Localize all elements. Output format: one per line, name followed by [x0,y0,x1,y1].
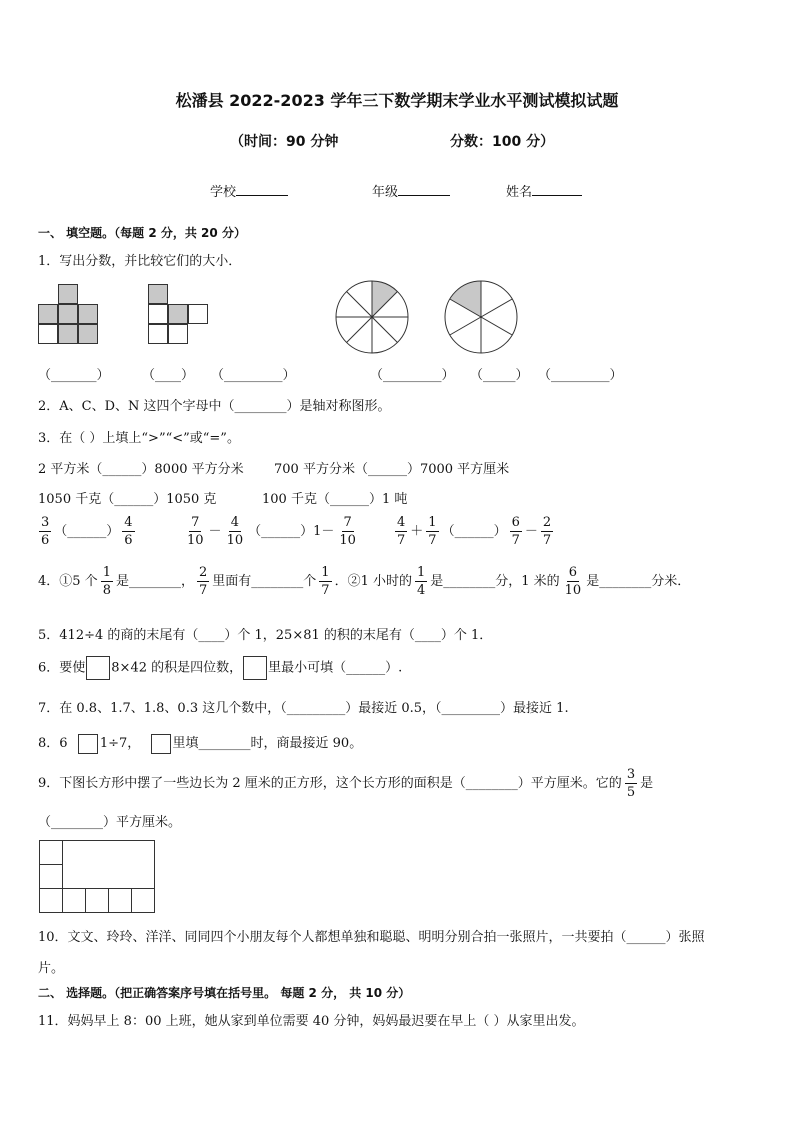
question-10-line-2: 片。 [38,961,65,976]
answer-blank-1[interactable]: （_______） [38,368,110,383]
question-1: 1．写出分数，并比较它们的大小． [38,254,242,269]
rectangle-figure [39,840,157,915]
question-3: 3．在（ ）上填上“>”“<”或“=”。 [38,431,240,446]
exam-time: （时间：90 分钟 [230,134,339,150]
compare-blank[interactable]: （______） [441,524,507,539]
fraction-compare-3: $\frac{4}{7}$ ＋ $\frac{1}{7}$ （______） $\frac{6}{7}$ － $\frac{2}{7}$ [397,515,552,548]
grid-figure-1 [38,284,100,346]
fraction: $\frac{4}{10}$ [226,515,244,548]
digit-box[interactable] [243,656,267,680]
digit-box[interactable] [78,734,98,754]
circle-figure-1 [334,279,410,355]
fraction: $\frac{1}{7}$ [428,515,437,548]
fraction: $\frac{3}{6}$ [41,515,50,548]
school-field[interactable] [210,181,288,200]
name-label: 姓名 [506,185,533,200]
question-6: 6．要使 8×42 的积是四位数， 里最小可填（______）. [38,656,402,680]
page-title: 松潘县 2022-2023 学年三下数学期末学业水平测试模拟试题 [175,91,619,110]
fraction: $\frac{1}{8}$ [102,565,111,598]
fraction-compare-2: $\frac{7}{10}$ － $\frac{4}{10}$ （______）1－ $\frac{7}{10}$ [187,515,356,548]
fraction: $\frac{7}{10}$ [187,515,204,548]
grade-label: 年级 [372,185,399,200]
question-4: 4．①5 个 $\frac{1}{8}$ 是________， $\frac{2}{7}$ 里面有________个 $\frac{1}{7}$ ．②1 小时的 $\frac{1}{4}$ 是________分，1 米的 $\frac{6}{10}$ 是________分米． [38,565,691,598]
compare-blank[interactable]: （______） [248,524,314,539]
section-1-heading: 一、 填空题。（每题 2 分，共 20 分） [38,226,246,240]
answer-blank-6[interactable]: （_________） [538,368,623,383]
section-2-heading: 二、 选择题。（把正确答案序号填在括号里。 每题 2 分， 共 10 分） [38,986,411,1000]
question-8: 8．6 1÷7， 里填________时，商最接近 90。 [38,732,362,754]
question-2: 2．A、C、D、N 这四个字母中（________）是轴对称图形。 [38,399,391,414]
answer-blank-4[interactable]: （_________） [370,368,455,383]
digit-box[interactable] [151,734,171,754]
exam-score: 分数：100 分） [450,134,555,150]
fraction: $\frac{1}{4}$ [416,565,426,598]
compare-mass-1: 1050 千克（______）1050 克 [38,492,217,507]
answer-blank-2[interactable]: （____） [142,368,195,383]
fraction: $\frac{2}{7}$ [198,565,208,598]
fraction: $\frac{4}{7}$ [397,515,406,548]
question-9-line-2: （________）平方厘米。 [38,815,182,830]
fraction: $\frac{1}{7}$ [321,565,330,598]
question-11: 11．妈妈早上 8：00 上班，她从家到单位需要 40 分钟，妈妈最迟要在早上（ ）从家里出发。 [38,1014,585,1029]
question-10: 10．文文、玲玲、洋洋、同同四个小朋友每个人都想单独和聪聪、明明分别合拍一张照片，一共要拍（______）张照 [38,930,705,945]
compare-area-1: 2 平方米（______）8000 平方分米 [38,462,244,477]
compare-blank[interactable]: （______） [54,524,120,539]
question-7: 7．在 0.8、1.7、1.8、0.3 这几个数中，（_________）最接近 0.5，（_________）最接近 1. [38,701,569,716]
compare-area-2: 700 平方分米（______）7000 平方厘米 [274,462,510,477]
school-label: 学校 [210,185,237,200]
name-field[interactable] [506,181,582,200]
fraction: $\frac{4}{6}$ [124,515,133,548]
fraction: $\frac{7}{10}$ [339,515,356,548]
fraction: $\frac{2}{7}$ [542,515,552,548]
fraction: $\frac{6}{10}$ [564,565,582,598]
digit-box[interactable] [86,656,110,680]
answer-blank-3[interactable]: （_________） [211,368,296,383]
grid-figure-2 [148,284,210,346]
answer-blank-5[interactable]: （_____） [470,368,529,383]
question-5: 5．412÷4 的商的末尾有（____）个 1，25×81 的积的末尾有（____）个 1． [38,628,493,643]
circle-figure-2 [443,279,519,355]
grade-field[interactable] [372,181,450,200]
compare-mass-2: 100 千克（______）1 吨 [262,492,408,507]
fraction-compare-1 [36,516,138,547]
fraction: $\frac{6}{7}$ [511,515,520,548]
question-9: 9．下图长方形中摆了一些边长为 2 厘米的正方形，这个长方形的面积是（________）平方厘米。它的 $\frac{3}{5}$ 是 [38,767,654,800]
fraction: $\frac{3}{5}$ [626,767,636,800]
